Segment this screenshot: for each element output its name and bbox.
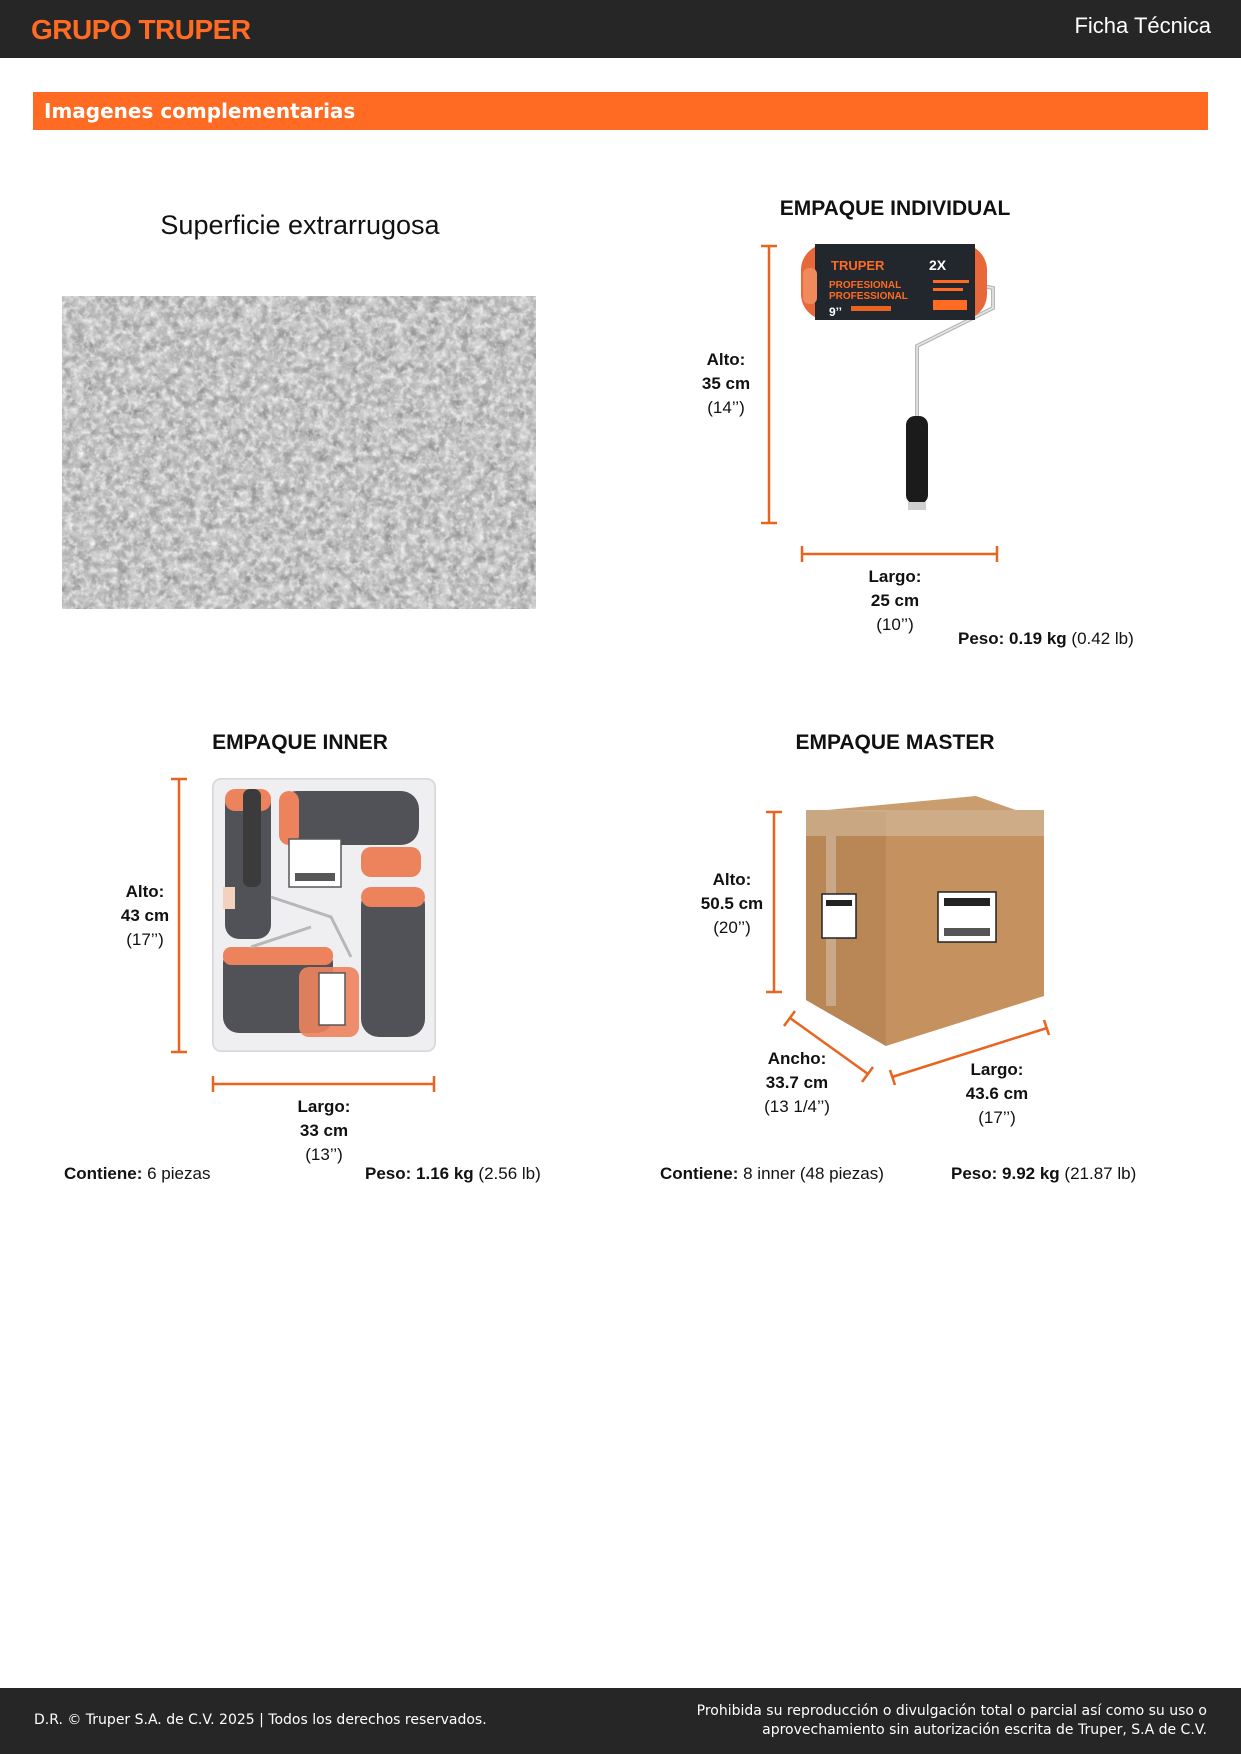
roller-badge-text: 2X — [929, 257, 947, 273]
individual-length-value: 25 cm — [870, 591, 920, 610]
individual-height-inch: (14’’) — [707, 398, 745, 417]
individual-length-title: Largo: — [868, 567, 922, 586]
master-length-inch: (17’’) — [978, 1108, 1016, 1127]
footer-notice-line2: aprovechamiento sin autorización escrita de Truper, S.A de C.V. — [762, 1722, 1207, 1738]
master-weight-value: 9.92 kg — [1002, 1164, 1060, 1183]
inner-weight-label: Peso: — [365, 1164, 412, 1183]
master-height-value: 50.5 cm — [700, 894, 764, 913]
inner-length-title: Largo: — [297, 1097, 351, 1116]
roller-line-text: PROFESIONAL — [829, 280, 902, 291]
master-height-label — [682, 868, 782, 940]
master-weight-lb: (21.87 lb) — [1064, 1164, 1137, 1183]
inner-height-title: Alto: — [125, 882, 165, 901]
master-height-title: Alto: — [712, 870, 752, 889]
master-width-label — [747, 1047, 847, 1119]
master-width-inch: (13 1/4’’) — [764, 1097, 830, 1116]
inner-length-value: 33 cm — [299, 1121, 349, 1140]
master-box-image — [800, 790, 1050, 1050]
master-width-title: Ancho: — [767, 1049, 827, 1068]
truper-logo: GRUPO TRUPER — [31, 14, 251, 45]
individual-weight-label: Peso: — [958, 629, 1005, 648]
footer-notice — [697, 1702, 1207, 1740]
inner-length-label — [274, 1095, 374, 1167]
section-header — [33, 92, 1208, 130]
inner-contents-label: Contiene: — [64, 1164, 143, 1183]
inner-weight — [365, 1163, 541, 1185]
section-title: Imagenes complementarias — [44, 99, 356, 123]
inner-length-inch: (13’’) — [305, 1145, 343, 1164]
texture-pattern — [62, 296, 536, 609]
paint-roller-image — [795, 238, 1005, 528]
inner-title: EMPAQUE INNER — [212, 731, 388, 754]
document-type-label: Ficha Técnica — [1074, 13, 1211, 38]
individual-weight — [958, 628, 1134, 650]
page-footer — [0, 1688, 1241, 1754]
inner-height-inch: (17’’) — [126, 930, 164, 949]
inner-bag-image — [211, 777, 437, 1053]
master-contents — [660, 1163, 884, 1185]
individual-height-label — [672, 348, 780, 420]
individual-length-inch: (10’’) — [876, 615, 914, 634]
inner-contents — [64, 1163, 210, 1185]
individual-weight-value: 0.19 kg — [1009, 629, 1067, 648]
master-width-value: 33.7 cm — [765, 1073, 829, 1092]
footer-copyright: D.R. © Truper S.A. de C.V. 2025 | Todos los derechos reservados. — [34, 1712, 487, 1728]
inner-weight-value: 1.16 kg — [416, 1164, 474, 1183]
individual-weight-lb: (0.42 lb) — [1071, 629, 1134, 648]
inner-height-label — [95, 880, 195, 952]
surface-title: Superficie extrarrugosa — [160, 210, 440, 240]
master-length-value: 43.6 cm — [965, 1084, 1029, 1103]
master-length-title: Largo: — [970, 1060, 1024, 1079]
individual-height-value: 35 cm — [701, 374, 751, 393]
individual-height-title: Alto: — [706, 350, 746, 369]
master-weight-label: Peso: — [951, 1164, 998, 1183]
individual-length-line — [802, 546, 997, 562]
master-contents-value: 8 inner (48 piezas) — [743, 1164, 884, 1183]
inner-weight-lb: (2.56 lb) — [478, 1164, 541, 1183]
inner-height-value: 43 cm — [120, 906, 170, 925]
inner-length-line — [213, 1076, 434, 1092]
roller-line-en-text: PROFESSIONAL — [829, 291, 908, 302]
master-title: EMPAQUE MASTER — [795, 731, 995, 754]
page-header — [0, 0, 1241, 58]
master-contents-label: Contiene: — [660, 1164, 739, 1183]
roller-brand-text: TRUPER — [831, 258, 885, 273]
surface-texture-image — [62, 296, 536, 609]
roller-size-text: 9’’ — [829, 305, 842, 319]
master-length-label — [947, 1058, 1047, 1130]
individual-title: EMPAQUE INDIVIDUAL — [779, 197, 1011, 220]
master-weight — [951, 1163, 1136, 1185]
master-height-inch: (20’’) — [713, 918, 751, 937]
footer-notice-line1: Prohibida su reproducción o divulgación total o parcial así como su uso o — [696, 1703, 1207, 1719]
individual-length-label — [845, 565, 945, 637]
inner-contents-value: 6 piezas — [147, 1164, 211, 1183]
